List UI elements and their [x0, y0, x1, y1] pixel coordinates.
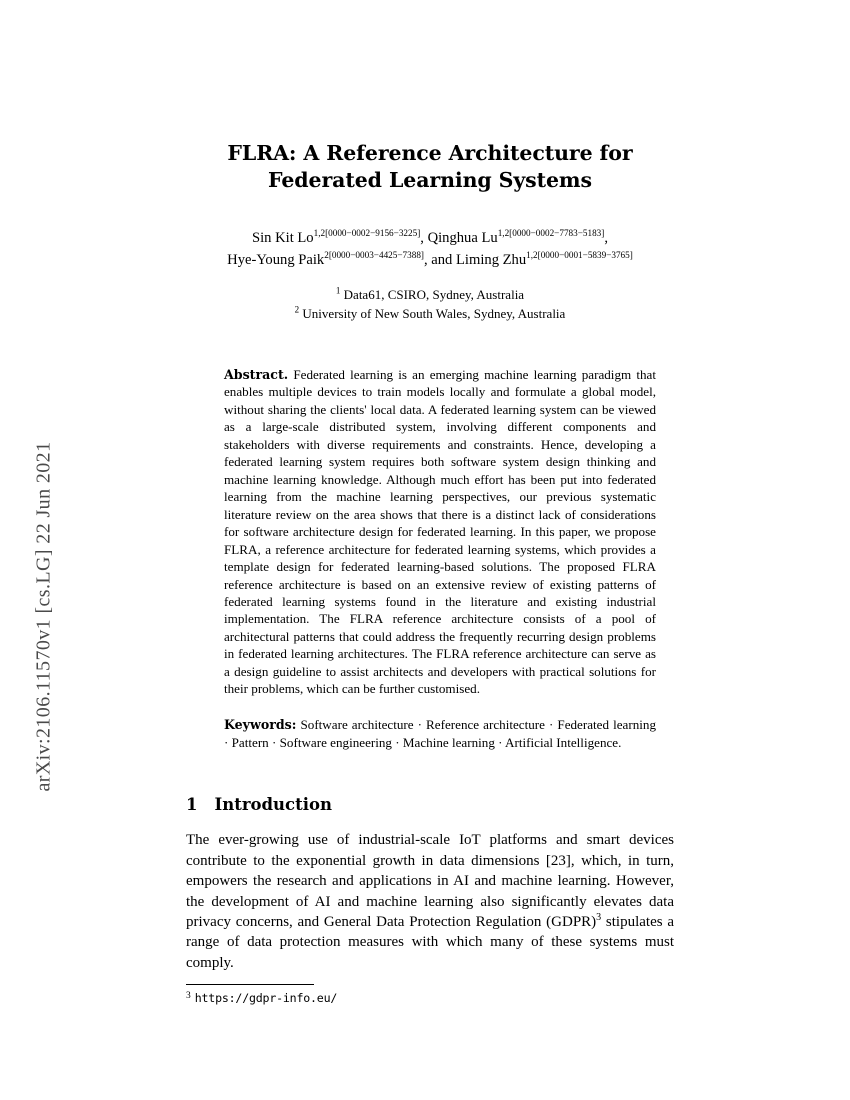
- section-title: Introduction: [214, 795, 332, 815]
- title-line-2: Federated Learning Systems: [268, 168, 592, 193]
- affiliation-marker-2: 2: [294, 304, 300, 315]
- abstract-block: [186, 366, 674, 698]
- author-sep-2: ,: [604, 230, 608, 247]
- abstract-text: Federated learning is an emerging machine learning paradigm that enables multiple devices to train models locally and formulate a global model, without sharing the clients' local data. A federated learning system can be viewed as a large-scale distributed system, involving different components and stakeholders with diverse requirements and constraints. Hence, developing a federated learning system requires both software system design thinking and machine learning knowledge. Although much effort has been put into federated learning from the machine learning perspectives, our previous systematic literature review on the area shows that there is a distinct lack of considerations for software architecture design for federated learning. In this paper, we propose FLRA, a reference architecture for federated learning systems, which provides a template design for federated learning-based solutions. The proposed FLRA reference architecture is based on an extensive review of existing patterns of federated learning systems found in the literature and existing industrial implementation. The FLRA reference architecture consists of a pool of architectural patterns that could address the frequently recurring design problems in federated learning architectures. The FLRA reference architecture can serve as a design guideline to assist architects and developers with practical solutions for their problems, which can be further customised.: [224, 366, 656, 697]
- arxiv-stamp: arXiv:2106.11570v1 [cs.LG] 22 Jun 2021: [32, 441, 55, 792]
- page-title: [186, 140, 674, 194]
- author-name-1: Sin Kit Lo: [251, 230, 314, 247]
- keywords-text: Software architecture · Reference architecture · Federated learning · Pattern · Software engineering · Machine learning · Artificial Intelligence.: [224, 716, 656, 750]
- footnote-marker: 3: [186, 991, 191, 1002]
- affiliation-list: [186, 286, 674, 324]
- section-number: 1: [186, 795, 198, 815]
- paper-content: [186, 140, 674, 1005]
- footnote-url-link[interactable]: https://gdpr-info.eu/: [194, 991, 338, 1006]
- author-name-3: Hye-Young Paik: [227, 251, 325, 268]
- author-orcid-1: 1,2[0000−0002−9156−3225]: [313, 228, 421, 239]
- intro-text-part-2: stipulates a range of data protection measures with which many of these systems must comply.: [186, 913, 674, 971]
- footnote-entry: [186, 991, 674, 1005]
- author-orcid-3: 2[0000−0003−4425−7388]: [324, 250, 424, 261]
- author-orcid-2: 1,2[0000−0002−7783−5183]: [497, 228, 605, 239]
- keywords-label: Keywords:: [224, 716, 297, 732]
- introduction-paragraph: [186, 830, 674, 973]
- affiliation-text-2: University of New South Wales, Sydney, Australia: [302, 305, 566, 321]
- affiliation-2: [186, 305, 674, 324]
- footnote-divider: [186, 984, 314, 985]
- author-sep-1: ,: [420, 230, 428, 247]
- footnote-reference-3[interactable]: 3: [596, 911, 602, 923]
- affiliation-marker-1: 1: [335, 285, 341, 296]
- author-orcid-4: 1,2[0000−0001−5839−3765]: [526, 250, 633, 261]
- title-line-1: FLRA: A Reference Architecture for: [227, 141, 633, 165]
- author-name-4: Liming Zhu: [456, 251, 527, 268]
- author-list: [186, 228, 674, 272]
- intro-text-part-1: The ever-growing use of industrial-scale IoT platforms and smart devices contribute to the exponential growth in data dimensions [23], which, in turn, empowers the research and applications in AI and machine learning. However, the development of AI and machine learning also significantly elevates data privacy concerns, and General Data Protection Regulation (GDPR): [186, 832, 674, 930]
- keywords-block: [186, 716, 674, 751]
- affiliation-text-1: Data61, CSIRO, Sydney, Australia: [343, 286, 525, 302]
- affiliation-1: [186, 286, 674, 305]
- author-sep-3: , and: [423, 251, 457, 268]
- author-name-2: Qinghua Lu: [427, 230, 498, 247]
- abstract-label: Abstract.: [224, 366, 289, 382]
- section-heading-introduction: [186, 795, 674, 814]
